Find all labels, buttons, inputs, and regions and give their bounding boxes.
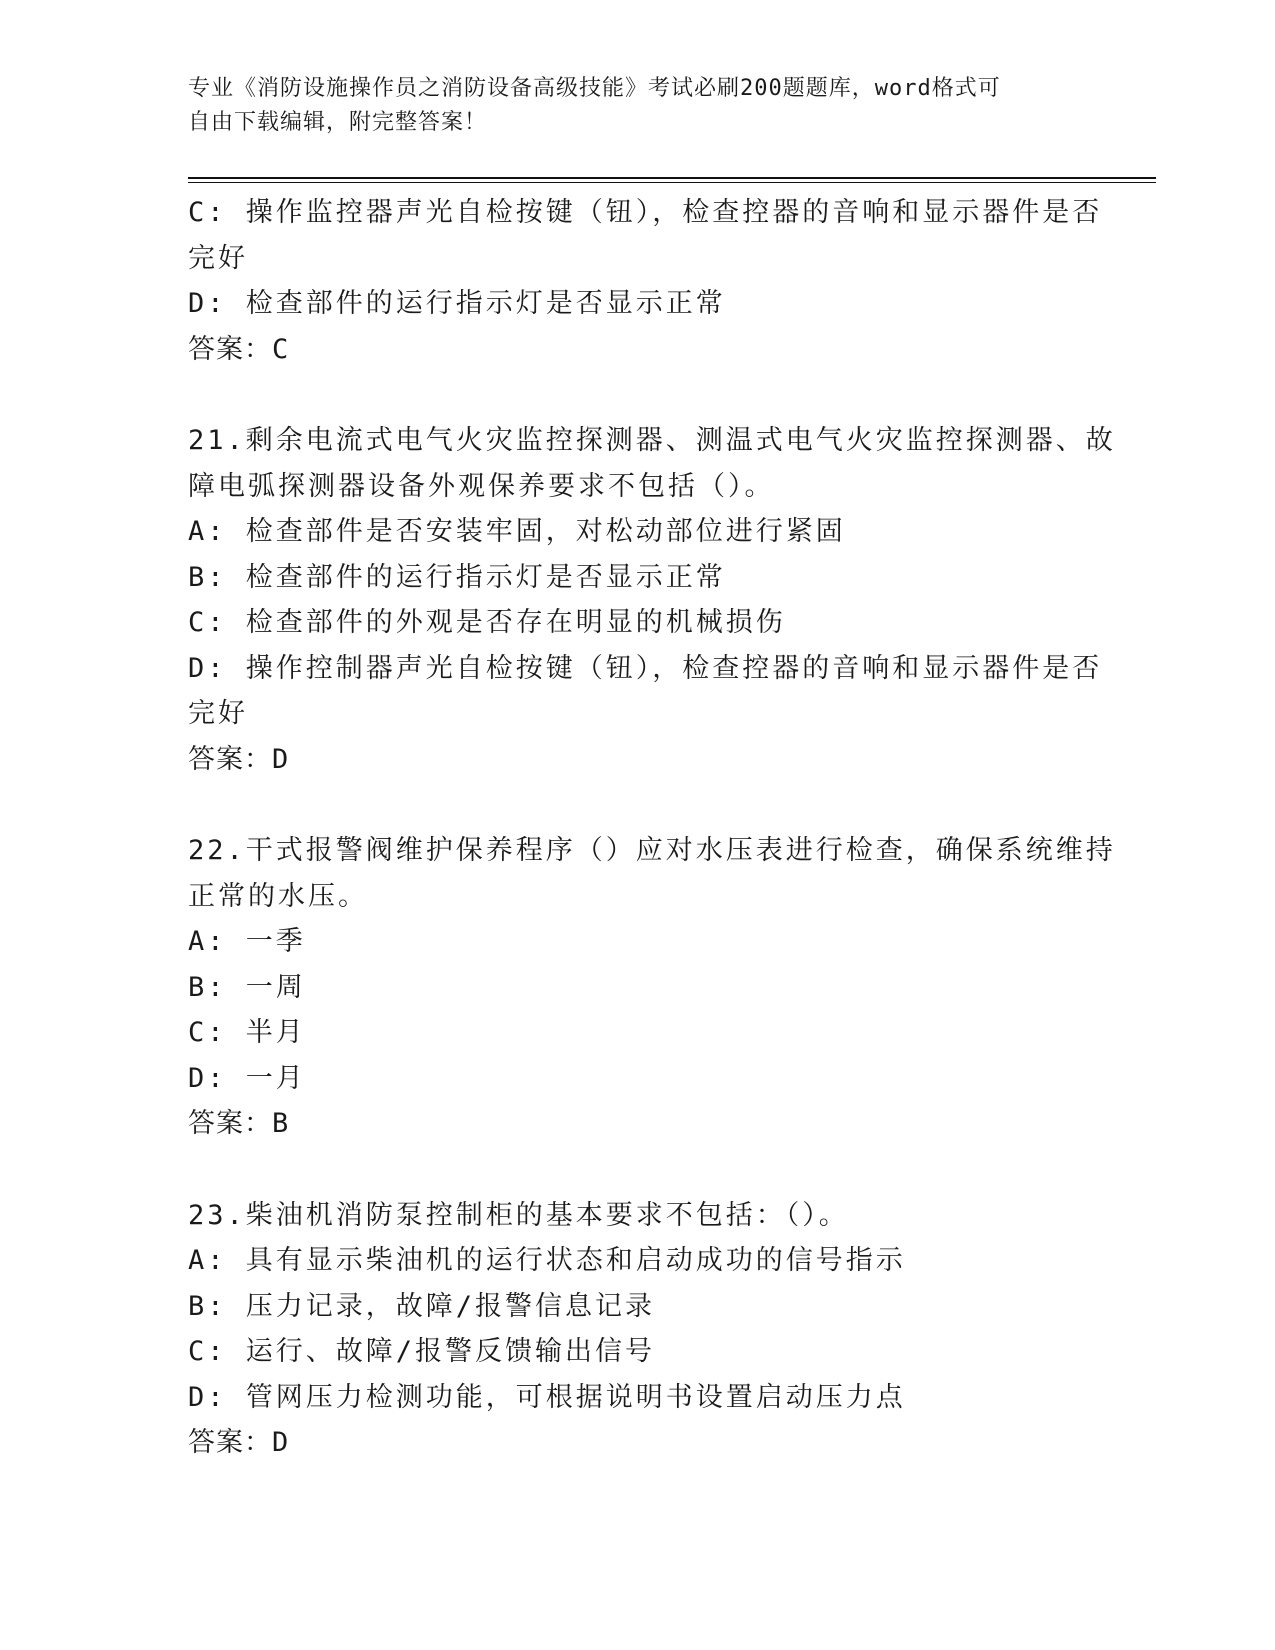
option-a: A: 检查部件是否安装牢固，对松动部位进行紧固 xyxy=(188,516,846,547)
option-c: C: 半月 xyxy=(188,1017,306,1048)
question-stem xyxy=(188,1193,1088,1239)
option-line: D: 操作控制器声光自检按键（钮），检查控器的音响和显示器件是否 xyxy=(188,652,1103,684)
answer-line: 答案：B xyxy=(188,1108,290,1139)
stem-line: 22.干式报警阀维护保养程序（）应对水压表进行检查，确保系统维持 xyxy=(188,835,1116,866)
option-d: D: 一月 xyxy=(188,1062,306,1094)
header-divider-thin xyxy=(188,182,1156,183)
document-header xyxy=(188,72,1068,140)
header-line-2: 自由下载编辑，附完整答案！ xyxy=(188,110,488,135)
option-b: B: 检查部件的运行指示灯是否显示正常 xyxy=(188,561,726,593)
option-a: A: 具有显示柴油机的运行状态和启动成功的信号指示 xyxy=(188,1245,906,1276)
spacer xyxy=(188,372,1088,418)
option-line: C: 操作监控器声光自检按键（钮），检查控器的音响和显示器件是否 xyxy=(188,197,1103,228)
question-21 xyxy=(188,418,1116,782)
question-stem xyxy=(188,828,1116,919)
option-c: C: 检查部件的外观是否存在明显的机械损伤 xyxy=(188,607,786,638)
stem-line: 23.柴油机消防泵控制柜的基本要求不包括：（）。 xyxy=(188,1199,849,1231)
stem-line: 障电弧探测器设备外观保养要求不包括（）。 xyxy=(188,470,775,502)
option-line: 完好 xyxy=(188,698,248,729)
header-divider-thick xyxy=(188,177,1156,179)
answer-line: 答案：D xyxy=(188,743,290,775)
option-line: 完好 xyxy=(188,242,248,274)
option-a: A: 一季 xyxy=(188,926,306,957)
question-22 xyxy=(188,828,1116,1147)
header-line-1: 专业《消防设施操作员之消防设备高级技能》考试必刷200题题库，word格式可 xyxy=(188,76,1001,101)
option-b: B: 压力记录，故障/报警信息记录 xyxy=(188,1290,656,1322)
answer-line: 答案：D xyxy=(188,1427,290,1458)
continued-question xyxy=(188,190,1103,372)
option-d: D: 管网压力检测功能，可根据说明书设置启动压力点 xyxy=(188,1381,906,1413)
option-d xyxy=(188,281,1088,327)
stem-line: 21.剩余电流式电气火灾监控探测器、测温式电气火灾监控探测器、故 xyxy=(188,425,1116,456)
spacer xyxy=(188,1147,1088,1193)
question-23 xyxy=(188,1193,1088,1466)
option-c: C: 运行、故障/报警反馈输出信号 xyxy=(188,1336,656,1367)
option-b: B: 一周 xyxy=(188,971,306,1003)
answer-line: 答案：C xyxy=(188,333,290,365)
question-list xyxy=(188,190,1116,1466)
question-stem xyxy=(188,418,1116,509)
option-d xyxy=(188,646,1103,737)
option-line: D: 检查部件的运行指示灯是否显示正常 xyxy=(188,288,726,319)
option-c xyxy=(188,190,1103,281)
spacer xyxy=(188,782,1088,828)
stem-line: 正常的水压。 xyxy=(188,880,368,912)
